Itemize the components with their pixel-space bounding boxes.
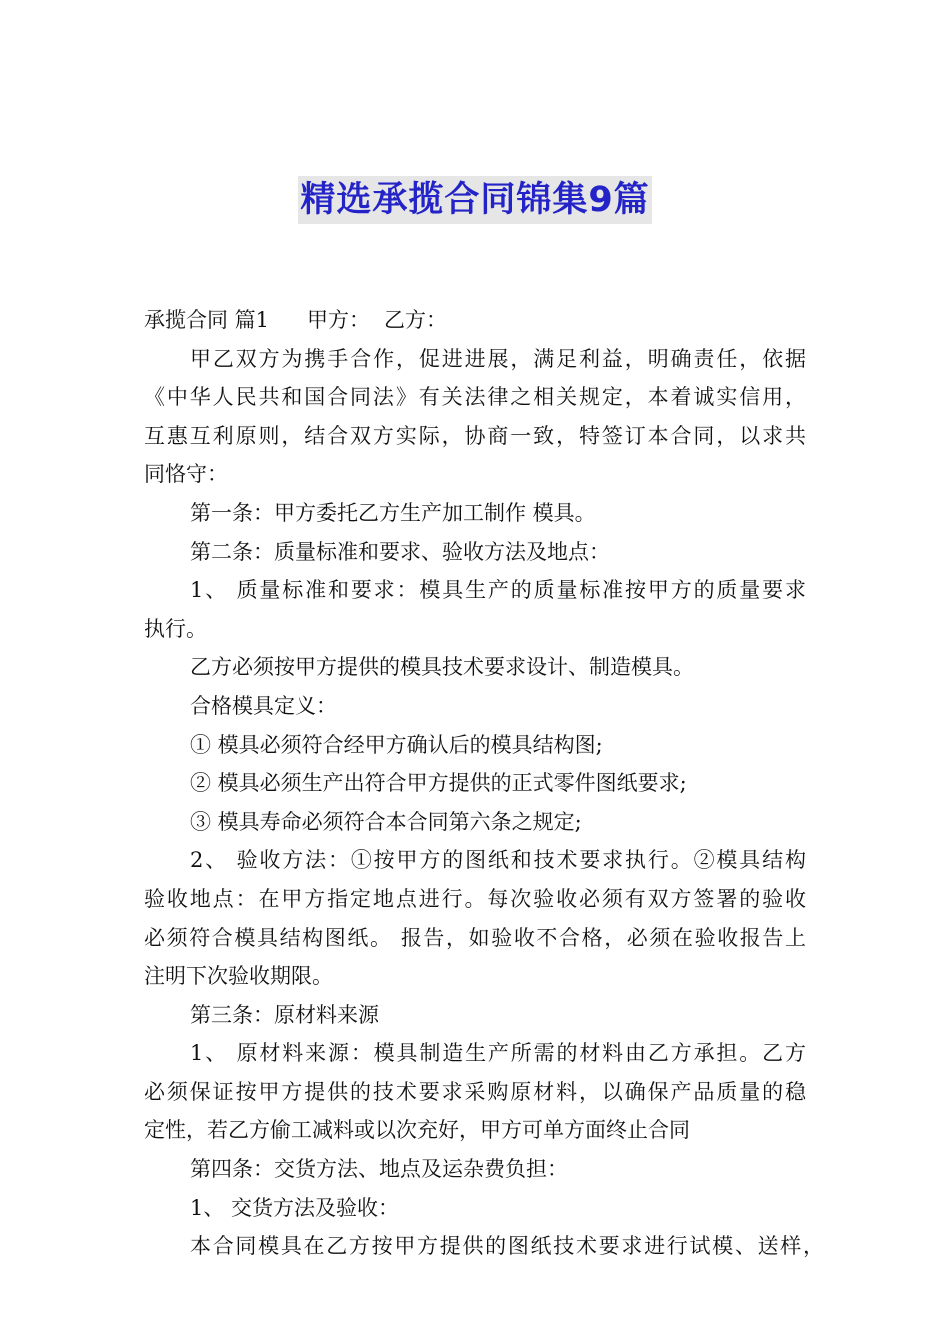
- paragraph-line: 本合同模具在乙方按甲方提供的图纸技术要求进行试模、送样，: [190, 1234, 824, 1259]
- paragraph-line: 同恪守：: [144, 462, 228, 487]
- paragraph-line: 1、 原材料来源：模具制造生产所需的材料由乙方承担。乙方: [190, 1041, 806, 1066]
- paragraph-line: 必须保证按甲方提供的技术要求采购原材料，以确保产品质量的稳: [144, 1079, 806, 1104]
- list-item: ③ 模具寿命必须符合本合同第六条之规定;: [190, 809, 582, 834]
- list-item: ② 模具必须生产出符合甲方提供的正式零件图纸要求;: [190, 771, 687, 796]
- article-heading: 第一条：甲方委托乙方生产加工制作 模具。: [190, 500, 596, 525]
- paragraph-line: 《中华人民共和国合同法》有关法律之相关规定，本着诚实信用，: [144, 385, 806, 410]
- article-heading: 第四条：交货方法、地点及运杂费负担：: [190, 1157, 568, 1182]
- paragraph-line: 乙方必须按甲方提供的模具技术要求设计、制造模具。: [190, 655, 694, 680]
- document-body: [144, 301, 824, 1266]
- paragraph-line: 互惠互利原则，结合双方实际，协商一致，特签订本合同，以求共: [144, 423, 806, 448]
- article-heading: 第三条：原材料来源: [190, 1002, 379, 1027]
- title-container: [0, 176, 950, 224]
- paragraph-line: 1、 质量标准和要求：模具生产的质量标准按甲方的质量要求: [190, 578, 806, 603]
- paragraph-line: 验收地点：在甲方指定地点进行。每次验收必须有双方签署的验收: [144, 886, 806, 911]
- paragraph-line: 2、 验收方法：①按甲方的图纸和技术要求执行。②模具结构: [190, 848, 806, 873]
- paragraph-line: 甲乙双方为携手合作，促进进展，满足利益，明确责任，依据: [190, 346, 806, 371]
- document-title: 精选承揽合同锦集9篇: [298, 176, 651, 224]
- article-heading: 第二条：质量标准和要求、验收方法及地点：: [190, 539, 610, 564]
- party-a-label: 甲方：: [307, 308, 371, 332]
- paragraph-line: 执行。: [144, 616, 207, 641]
- paragraph-line: 1、 交货方法及验收：: [190, 1195, 400, 1220]
- party-b-label: 乙方：: [384, 308, 448, 332]
- paragraph-line: 必须符合模具结构图纸。 报告，如验收不合格，必须在验收报告上: [144, 925, 806, 950]
- paragraph-line: 注明下次验收期限。: [144, 964, 333, 989]
- paragraph-line: 定性，若乙方偷工减料或以次充好，甲方可单方面终止合同: [144, 1118, 690, 1143]
- header-line: [144, 301, 814, 340]
- list-item: ① 模具必须符合经甲方确认后的模具结构图;: [190, 732, 603, 757]
- contract-section-label: 承揽合同 篇1: [144, 308, 270, 332]
- paragraph-line: 合格模具定义：: [190, 693, 337, 718]
